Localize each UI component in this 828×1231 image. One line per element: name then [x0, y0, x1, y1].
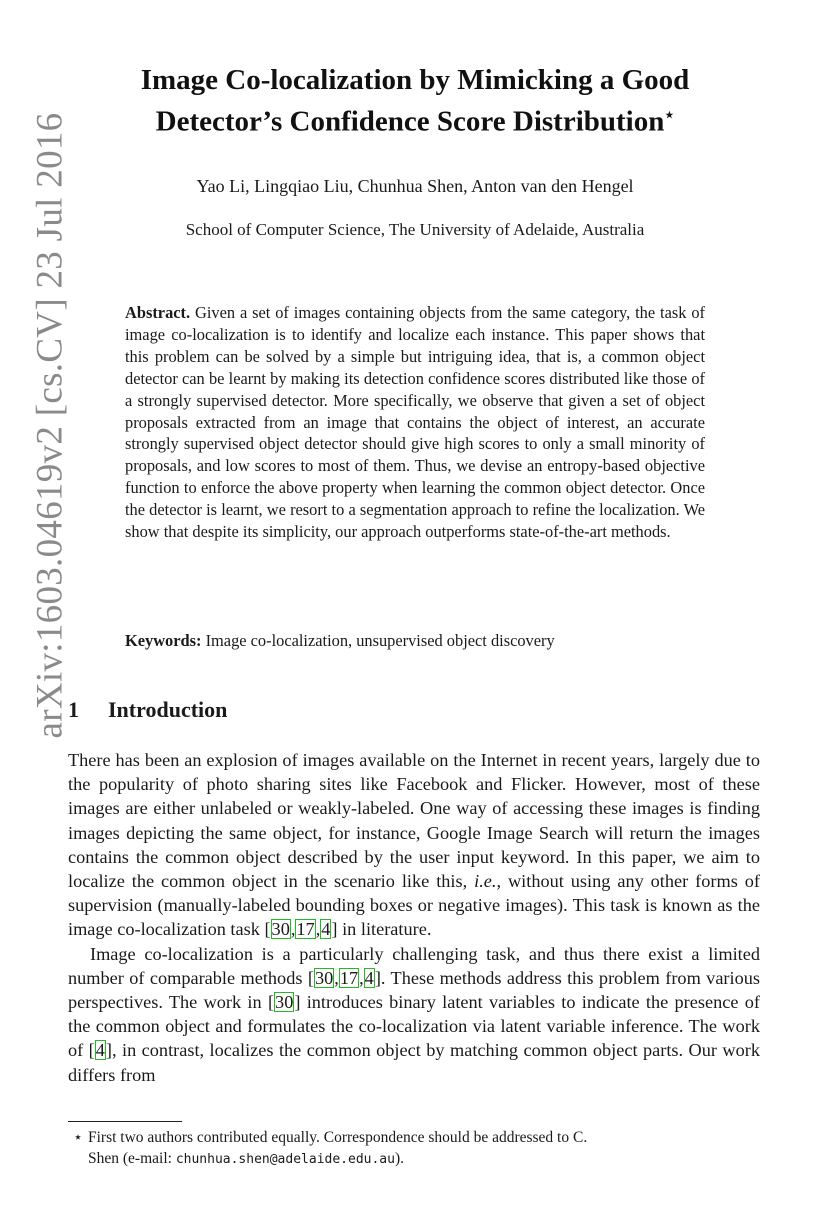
footnote-rule: [68, 1121, 182, 1122]
paper-title: [70, 62, 760, 140]
abstract: [125, 302, 705, 543]
citation-link[interactable]: 30: [271, 919, 290, 940]
title-line-2: [70, 98, 760, 140]
title-line-1: Image Co-localization by Mimicking a Good: [140, 64, 690, 96]
footnote-mark: ⋆: [73, 1129, 83, 1146]
body-text: [68, 748, 760, 1087]
arxiv-identifier: arXiv:1603.04619v2 [cs.CV] 23 Jul 2016: [29, 112, 71, 738]
citation-link[interactable]: 17: [296, 919, 315, 940]
footnote-text-b: Shen (e-mail:: [88, 1150, 176, 1167]
footnote-line-2: [68, 1148, 768, 1170]
paragraph-1: There has been an explosion of images available on the Internet in recent years, largely due to the popularity of photo sharing sites like Facebook and Flicker. However, most of these images are either unlabeled or weakly-labeled. One way of accessing these images is finding images depicting the same object, for instance, Google Image Search will return the images contains the common object described by the user input keyword. In this paper, we aim to localize the common object in the scenario like this, i.e., without using any other forms of supervision (manually-labeled bounding boxes or negative images). This task is known as the image co-localization task [30,17,4] in literature.: [68, 750, 760, 940]
author-list: Yao Li, Lingqiao Liu, Chunhua Shen, Anton van den Hengel: [196, 176, 634, 196]
p2-text-d: , in contrast, localizes the common object by matching common object parts. Our work differs from: [68, 1040, 760, 1085]
p1-text-b: , without using any other forms of supervision (manually-labeled bounding boxes or negative images). This task is known as the image co-localization task: [68, 871, 760, 940]
p2-text-b: . These methods address this problem from various perspectives. The work in: [68, 967, 760, 1013]
footnote-line-1: [68, 1127, 768, 1148]
section-heading: [68, 697, 227, 723]
citation-link[interactable]: 4: [321, 919, 331, 940]
citation-link[interactable]: 4: [95, 1040, 105, 1061]
keywords-label: Keywords:: [125, 631, 202, 650]
p2-text-a: Image co-localization is a particularly challenging task, and thus there exist a limited number of comparable methods: [68, 943, 760, 988]
citation-link[interactable]: 4: [364, 967, 374, 988]
affiliation: School of Computer Science, The University of Adelaide, Australia: [185, 220, 645, 239]
citation-link[interactable]: 17: [339, 967, 359, 988]
footnote-email[interactable]: chunhua.shen@adelaide.edu.au: [175, 1152, 395, 1167]
keywords-text: Image co-localization, unsupervised object discovery: [205, 631, 555, 650]
p2-text-c: introduces binary latent variables to indicate the presence of the common object and formulates the co-localization via latent variable inference. The work of: [68, 992, 760, 1061]
footnote-text-c: ).: [394, 1150, 405, 1167]
title-line-2-text: Detector’s Confidence Score Distribution: [155, 105, 665, 138]
footnote: [68, 1127, 768, 1170]
citation-link[interactable]: 30: [314, 967, 334, 988]
section-title: Introduction: [108, 697, 228, 722]
p1-text-c: in literature.: [337, 919, 432, 940]
footnote-text-a: First two authors contributed equally. Correspondence should be addressed to C.: [88, 1129, 588, 1146]
p1-text-a: There has been an explosion of images available on the Internet in recent years, largely due to the popularity of photo sharing sites like Facebook and Flicker. However, most of these images are either unlabeled or weakly-labeled. One way of accessing these images is finding images depicting the same object, for instance, Google Image Search will return the images contains the common object described by the user input keyword. In this paper, we aim to localize the common object in the scenario like this,: [68, 750, 760, 892]
p1-ie: i.e.: [474, 871, 497, 892]
paragraph-2: Image co-localization is a particularly challenging task, and thus there exist a limited number of comparable methods [30,17,4]. These methods address this problem from various perspectives. The work in [30] introduces binary latent variables to indicate the presence of the common object and formulates the co-localization via latent variable inference. The work of [4], in contrast, localizes the common object by matching common object parts. Our work differs from: [68, 943, 760, 1085]
abstract-label: Abstract.: [125, 303, 191, 322]
citation-link[interactable]: 30: [275, 992, 294, 1013]
keywords: [125, 631, 725, 651]
section-number: 1: [68, 697, 79, 722]
abstract-text: Given a set of images containing objects from the same category, the task of image co-localization is to identify and localize each instance. This paper shows that this problem can be solved by a simple but intriguing idea, that is, a common object detector can be learnt by making its detection confidence scores distributed like those of a strongly supervised detector. More specifically, we observe that given a set of object proposals extracted from an image that contains the object of interest, an accurate strongly supervised object detector should give high scores to only a small minority of proposals, and low scores to most of them. Thus, we devise an entropy-based objective function to enforce the above property when learning the common object detector. Once the detector is learnt, we resort to a segmentation approach to refine the localization. We show that despite its simplicity, our approach outperforms state-of-the-art methods.: [125, 303, 705, 542]
title-footnote-mark[interactable]: ⋆: [664, 107, 675, 124]
